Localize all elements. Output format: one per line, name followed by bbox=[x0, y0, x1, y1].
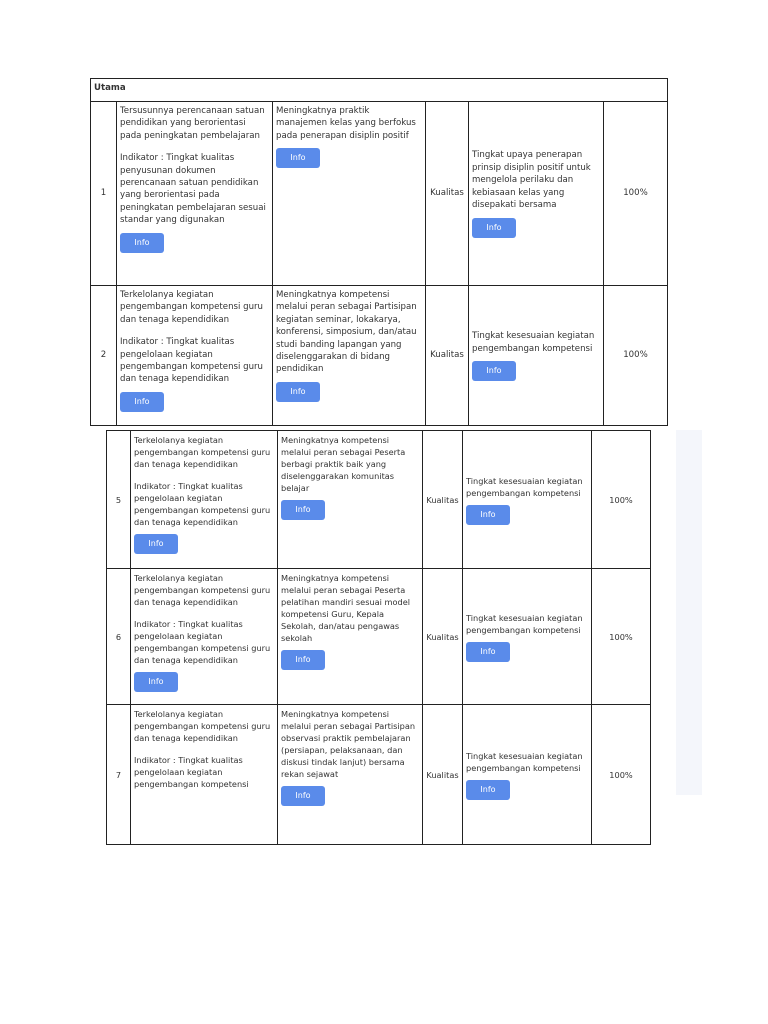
objective-cell bbox=[117, 102, 273, 286]
target-text: Tingkat kesesuaian kegiatan pengembangan kompetensi bbox=[466, 612, 583, 635]
objective-text: Terkelolanya kegiatan pengembangan kompetensi guru dan tenaga kependidikan bbox=[120, 290, 263, 325]
info-button[interactable]: Info bbox=[120, 392, 164, 412]
info-button[interactable]: Info bbox=[472, 218, 516, 238]
table-row bbox=[107, 569, 651, 705]
objective-cell bbox=[131, 705, 278, 845]
row-number: 7 bbox=[107, 705, 131, 845]
bottom-table bbox=[106, 430, 651, 845]
objective-cell bbox=[131, 431, 278, 569]
table-row bbox=[107, 705, 651, 845]
target-text: Tingkat kesesuaian kegiatan pengembangan kompetensi bbox=[466, 475, 583, 498]
target-cell bbox=[463, 705, 592, 845]
type-cell: Kualitas bbox=[423, 569, 463, 705]
row-number: 2 bbox=[91, 286, 117, 426]
objective-text: Tersusunnya perencanaan satuan pendidikan yang berorientasi pada peningkatan pembelajaran bbox=[120, 106, 265, 141]
target-text: Tingkat kesesuaian kegiatan pengembangan kompetensi bbox=[472, 331, 595, 354]
indicator-text: Indikator : Tingkat kualitas pengelolaan kegiatan pengembangan kompetensi bbox=[134, 755, 249, 789]
info-button[interactable]: Info bbox=[281, 650, 325, 670]
table-row bbox=[107, 431, 651, 569]
target-cell bbox=[463, 569, 592, 705]
section-title: Utama bbox=[91, 79, 668, 102]
indicator-text: Indikator : Tingkat kualitas penyusunan dokumen perencanaan satuan pendidikan yang berorientasi pada peningkatan pembelajaran sesuai standar yang digunakan bbox=[120, 153, 266, 226]
info-button[interactable]: Info bbox=[134, 534, 178, 554]
target-text: Tingkat kesesuaian kegiatan pengembangan kompetensi bbox=[466, 750, 583, 773]
percent-cell: 100% bbox=[604, 286, 668, 426]
target-cell bbox=[469, 286, 604, 426]
type-cell: Kualitas bbox=[423, 705, 463, 845]
percent-cell: 100% bbox=[592, 705, 651, 845]
activity-text: Meningkatnya kompetensi melalui peran sebagai Peserta pelatihan mandiri sesuai model kompetensi Guru, Kepala Sekolah, dan/atau pengawas sekolah bbox=[281, 573, 411, 643]
objective-cell bbox=[117, 286, 273, 426]
bottom-table-section bbox=[106, 430, 676, 800]
target-cell bbox=[469, 102, 604, 286]
info-button[interactable]: Info bbox=[276, 148, 320, 168]
activity-text: Meningkatnya kompetensi melalui peran sebagai Partisipan observasi praktik pembelajaran (persiapan, pelaksanaan, dan diskusi tindak lanjut) bersama rekan sejawat bbox=[281, 709, 416, 779]
info-button[interactable]: Info bbox=[466, 642, 510, 662]
info-button[interactable]: Info bbox=[466, 505, 510, 525]
activity-text: Meningkatnya praktik manajemen kelas yang berfokus pada penerapan disiplin positif bbox=[276, 106, 416, 141]
info-button[interactable]: Info bbox=[281, 786, 325, 806]
percent-cell: 100% bbox=[592, 569, 651, 705]
objective-text: Terkelolanya kegiatan pengembangan kompetensi guru dan tenaga kependidikan bbox=[134, 573, 271, 607]
activity-cell bbox=[278, 431, 423, 569]
objective-cell bbox=[131, 569, 278, 705]
type-cell: Kualitas bbox=[423, 431, 463, 569]
table-row bbox=[91, 286, 668, 426]
info-button[interactable]: Info bbox=[472, 361, 516, 381]
activity-cell bbox=[278, 705, 423, 845]
scroll-gutter bbox=[676, 430, 702, 795]
info-button[interactable]: Info bbox=[120, 233, 164, 253]
top-table bbox=[90, 78, 668, 426]
activity-cell bbox=[273, 102, 426, 286]
top-table-section bbox=[90, 78, 678, 420]
info-button[interactable]: Info bbox=[276, 382, 320, 402]
info-button[interactable]: Info bbox=[466, 780, 510, 800]
indicator-text: Indikator : Tingkat kualitas pengelolaan kegiatan pengembangan kompetensi guru dan tenaga kependidikan bbox=[134, 481, 271, 527]
activity-text: Meningkatnya kompetensi melalui peran sebagai Partisipan kegiatan seminar, lokakarya, konferensi, simposium, dan/atau studi banding lapangan yang diselenggarakan di bidang pendidikan bbox=[276, 290, 417, 375]
objective-text: Terkelolanya kegiatan pengembangan kompetensi guru dan tenaga kependidikan bbox=[134, 435, 271, 469]
percent-cell: 100% bbox=[604, 102, 668, 286]
objective-text: Terkelolanya kegiatan pengembangan kompetensi guru dan tenaga kependidikan bbox=[134, 709, 271, 743]
percent-cell: 100% bbox=[592, 431, 651, 569]
type-cell: Kualitas bbox=[426, 286, 469, 426]
type-cell: Kualitas bbox=[426, 102, 469, 286]
row-number: 6 bbox=[107, 569, 131, 705]
row-number: 5 bbox=[107, 431, 131, 569]
indicator-text: Indikator : Tingkat kualitas pengelolaan kegiatan pengembangan kompetensi guru dan tenaga kependidikan bbox=[134, 619, 271, 665]
row-number: 1 bbox=[91, 102, 117, 286]
info-button[interactable]: Info bbox=[134, 672, 178, 692]
activity-cell bbox=[278, 569, 423, 705]
activity-text: Meningkatnya kompetensi melalui peran sebagai Peserta berbagi praktik baik yang diselenggarakan komunitas belajar bbox=[281, 435, 406, 493]
table-row bbox=[91, 102, 668, 286]
activity-cell bbox=[273, 286, 426, 426]
target-text: Tingkat upaya penerapan prinsip disiplin positif untuk mengelola perilaku dan kebiasaan kelas yang disepakati bersama bbox=[472, 150, 591, 211]
target-cell bbox=[463, 431, 592, 569]
info-button[interactable]: Info bbox=[281, 500, 325, 520]
indicator-text: Indikator : Tingkat kualitas pengelolaan kegiatan pengembangan kompetensi guru dan tenaga kependidikan bbox=[120, 337, 263, 385]
